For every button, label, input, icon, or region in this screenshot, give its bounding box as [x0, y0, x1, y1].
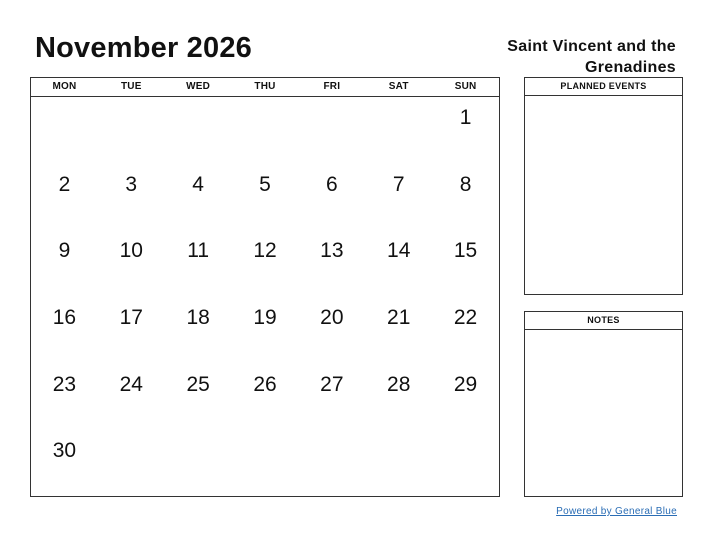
day-cell: [232, 430, 299, 497]
day-cell: 7: [392, 172, 405, 196]
day-cell: 18: [186, 305, 210, 329]
day-cell: 14: [387, 239, 411, 263]
day-cell: 16: [52, 305, 77, 329]
day-cell: 5: [259, 172, 271, 196]
planned-events-header: PLANNED EVENTS: [525, 78, 682, 96]
day-cell: [365, 97, 432, 164]
day-cell: 21: [387, 305, 411, 329]
weekday-mon: MON: [52, 81, 77, 92]
weekday-wed: WED: [186, 81, 211, 92]
weekday-header: [31, 78, 499, 97]
day-cell: [232, 97, 299, 164]
country-name: Saint Vincent and the Grenadines: [507, 38, 676, 76]
month-title: November 2026: [35, 32, 252, 64]
day-cell: 15: [453, 239, 478, 263]
day-cell: 4: [192, 172, 204, 196]
day-cell: 24: [119, 372, 143, 396]
day-cell: [31, 97, 98, 164]
day-cell: 13: [320, 239, 344, 263]
day-cell: 23: [52, 372, 77, 396]
planned-events-panel: [524, 77, 683, 295]
day-cell: 26: [253, 372, 277, 396]
day-cell: 8: [459, 172, 472, 196]
day-cell: 2: [58, 172, 71, 196]
day-cell: [165, 97, 232, 164]
weekday-tue: TUE: [120, 81, 142, 92]
day-cell: [98, 97, 165, 164]
day-cell: 28: [387, 372, 411, 396]
day-cell: 25: [186, 372, 210, 396]
day-cell: [98, 430, 165, 497]
day-cell: 19: [253, 305, 277, 329]
day-cell: 9: [58, 239, 71, 263]
day-cell: [432, 430, 499, 497]
day-cell: 29: [453, 372, 478, 396]
day-cell: 1: [459, 106, 472, 129]
day-cell: 12: [253, 239, 277, 263]
day-cell: 27: [320, 372, 344, 396]
day-cell: [165, 430, 232, 497]
day-cell: 22: [453, 305, 478, 329]
calendar-days: [31, 97, 499, 497]
powered-by-link[interactable]: Powered by General Blue: [556, 506, 677, 517]
weekday-sun: SUN: [454, 81, 477, 92]
notes-panel: [524, 311, 683, 497]
weekday-fri: FRI: [323, 81, 341, 92]
day-cell: [298, 430, 365, 497]
day-cell: 17: [119, 305, 143, 329]
day-cell: 10: [119, 239, 143, 263]
day-cell: 20: [320, 305, 344, 329]
weekday-sat: SAT: [388, 81, 409, 92]
calendar-grid: [30, 77, 500, 497]
day-cell: 11: [187, 239, 210, 263]
day-cell: 30: [52, 439, 77, 463]
day-cell: 3: [125, 172, 138, 196]
day-cell: 6: [326, 172, 338, 196]
weekday-thu: THU: [254, 81, 276, 92]
day-cell: [365, 430, 432, 497]
notes-header: NOTES: [525, 312, 682, 330]
day-cell: [298, 97, 365, 164]
